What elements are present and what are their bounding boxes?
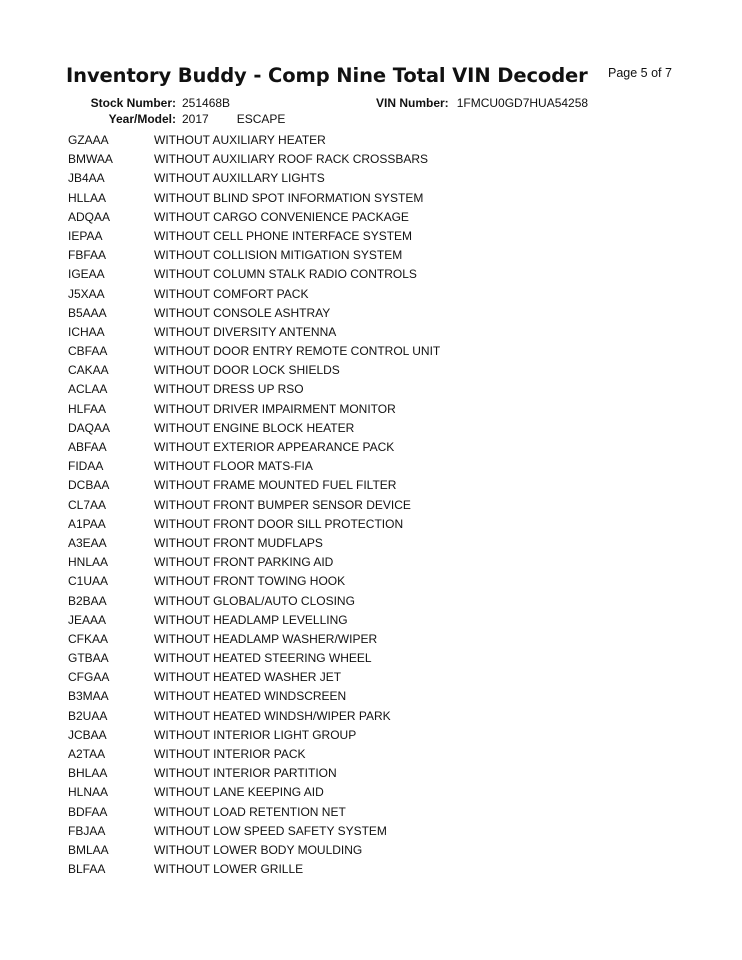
option-description: WITHOUT HEATED STEERING WHEEL [154, 651, 372, 666]
option-code: A2TAA [68, 747, 106, 761]
option-description: WITHOUT HEATED WINDSCREEN [154, 689, 347, 704]
page-number: Page 5 of 7 [608, 66, 672, 80]
option-description: WITHOUT CELL PHONE INTERFACE SYSTEM [154, 228, 413, 243]
option-row [68, 323, 440, 342]
year-model-label: Year/Model: [108, 112, 176, 126]
option-row [68, 822, 440, 841]
option-code: IEPAA [68, 228, 103, 243]
option-code: B2BAA [68, 593, 107, 608]
vin-number-label: VIN Number: [376, 96, 449, 110]
option-row [68, 534, 440, 553]
option-description: WITHOUT INTERIOR PARTITION [154, 766, 337, 781]
option-row [68, 592, 440, 611]
option-row [68, 380, 440, 399]
option-code: CL7AA [68, 497, 107, 512]
option-row [68, 726, 440, 745]
option-description: WITHOUT COLLISION MITIGATION SYSTEM [154, 248, 403, 263]
option-row [68, 553, 440, 572]
option-description: WITHOUT HEADLAMP LEVELLING [154, 612, 348, 627]
option-row [68, 304, 440, 323]
option-description: WITHOUT DOOR ENTRY REMOTE CONTROL UNIT [154, 344, 441, 359]
option-description: WITHOUT AUXILIARY HEATER [154, 133, 326, 147]
option-row [68, 131, 440, 150]
option-code: FBJAA [68, 823, 106, 838]
option-code: HLFAA [68, 401, 107, 416]
option-row [68, 265, 440, 284]
option-code: ADQAA [68, 209, 111, 224]
option-code: BLFAA [68, 862, 106, 877]
option-description: WITHOUT LOW SPEED SAFETY SYSTEM [154, 823, 387, 838]
option-description: WITHOUT HEATED WASHER JET [154, 670, 342, 685]
option-code: ABFAA [68, 440, 107, 454]
option-code: FIDAA [68, 459, 104, 474]
option-row [68, 227, 440, 246]
option-row [68, 687, 440, 706]
option-row [68, 860, 440, 879]
option-description: WITHOUT LOWER BODY MOULDING [154, 842, 363, 857]
option-row [68, 438, 440, 457]
option-code: HNLAA [68, 555, 109, 570]
stock-number-row [90, 96, 230, 110]
option-row [68, 515, 440, 534]
option-row [68, 841, 440, 860]
option-code: CFKAA [68, 631, 109, 646]
option-code: HLNAA [68, 785, 109, 800]
option-code: A1PAA [68, 516, 106, 531]
option-row [68, 783, 440, 802]
option-code: CBFAA [68, 344, 108, 359]
option-description: WITHOUT GLOBAL/AUTO CLOSING [154, 593, 355, 608]
option-code-list [68, 131, 440, 879]
option-code: J5XAA [68, 286, 105, 301]
option-description: WITHOUT CONSOLE ASHTRAY [154, 305, 331, 320]
option-code: B5AAA [68, 305, 107, 320]
option-row [68, 342, 440, 361]
option-description: WITHOUT ENGINE BLOCK HEATER [154, 420, 355, 435]
option-description: WITHOUT EXTERIOR APPEARANCE PACK [154, 440, 395, 454]
option-row [68, 572, 440, 591]
option-code: BHLAA [68, 766, 108, 781]
option-row [68, 707, 440, 726]
option-row [68, 150, 440, 169]
option-code: A3EAA [68, 535, 107, 550]
stock-number-value: 251468B [182, 96, 231, 110]
option-description: WITHOUT BLIND SPOT INFORMATION SYSTEM [154, 190, 424, 205]
option-description: WITHOUT AUXILLARY LIGHTS [154, 171, 325, 186]
option-description: WITHOUT LOWER GRILLE [154, 862, 304, 877]
option-description: WITHOUT FLOOR MATS-FIA [154, 459, 313, 474]
option-row [68, 208, 440, 227]
option-description: WITHOUT FRONT BUMPER SENSOR DEVICE [154, 497, 411, 512]
option-row [68, 246, 440, 265]
option-description: WITHOUT DRIVER IMPAIRMENT MONITOR [154, 401, 396, 416]
option-code: B2UAA [68, 708, 108, 723]
option-row [68, 496, 440, 515]
year-value: 2017 [182, 112, 209, 126]
option-row [68, 803, 440, 822]
option-row [68, 419, 440, 438]
option-description: WITHOUT DRESS UP RSO [154, 382, 304, 397]
option-code: ICHAA [68, 324, 105, 339]
option-code: B3MAA [68, 689, 109, 704]
document-title: Inventory Buddy - Comp Nine Total VIN Decoder [66, 64, 588, 87]
option-code: CFGAA [68, 670, 110, 685]
option-description: WITHOUT FRONT TOWING HOOK [154, 574, 346, 589]
option-code: DAQAA [68, 420, 111, 435]
vin-number-value: 1FMCU0GD7HUA54258 [456, 96, 589, 110]
option-description: WITHOUT HEATED WINDSH/WIPER PARK [154, 708, 391, 723]
option-description: WITHOUT COMFORT PACK [154, 286, 309, 301]
option-description: WITHOUT FRONT PARKING AID [154, 555, 334, 570]
option-description: WITHOUT FRONT MUDFLAPS [154, 535, 323, 550]
option-code: JB4AA [68, 171, 105, 186]
option-row [68, 400, 440, 419]
option-code: JEAAA [68, 612, 107, 627]
option-row [68, 745, 440, 764]
option-code: GZAAA [68, 133, 109, 147]
option-description: WITHOUT HEADLAMP WASHER/WIPER [154, 631, 378, 646]
option-description: WITHOUT COLUMN STALK RADIO CONTROLS [154, 267, 417, 282]
option-row [68, 611, 440, 630]
stock-number-label: Stock Number: [90, 96, 176, 110]
option-code: BMLAA [68, 842, 109, 857]
option-code: BDFAA [68, 804, 108, 819]
option-code: JCBAA [68, 727, 107, 742]
option-description: WITHOUT INTERIOR LIGHT GROUP [154, 727, 357, 742]
option-description: WITHOUT INTERIOR PACK [154, 747, 306, 761]
option-row [68, 285, 440, 304]
option-code: CAKAA [68, 363, 109, 378]
option-code: GTBAA [68, 651, 109, 666]
option-code: C1UAA [68, 574, 109, 589]
model-value: ESCAPE [236, 112, 286, 126]
option-description: WITHOUT FRAME MOUNTED FUEL FILTER [154, 478, 397, 493]
option-code: FBFAA [68, 248, 107, 263]
option-description: WITHOUT LANE KEEPING AID [154, 785, 324, 800]
vin-number-row [376, 96, 588, 110]
year-model-row [90, 112, 285, 126]
option-description: WITHOUT FRONT DOOR SILL PROTECTION [154, 516, 404, 531]
option-description: WITHOUT CARGO CONVENIENCE PACKAGE [154, 209, 409, 224]
option-row [68, 476, 440, 495]
option-code: BMWAA [68, 152, 113, 167]
option-row [68, 649, 440, 668]
option-code: IGEAA [68, 267, 105, 282]
option-row [68, 361, 440, 380]
option-description: WITHOUT LOAD RETENTION NET [154, 804, 346, 819]
option-row [68, 668, 440, 687]
option-row [68, 630, 440, 649]
option-code: DCBAA [68, 478, 110, 493]
option-description: WITHOUT DIVERSITY ANTENNA [154, 324, 337, 339]
option-row [68, 764, 440, 783]
option-code: ACLAA [68, 382, 108, 397]
option-row [68, 189, 440, 208]
option-row [68, 457, 440, 476]
option-description: WITHOUT DOOR LOCK SHIELDS [154, 363, 340, 378]
option-code: HLLAA [68, 190, 107, 205]
option-description: WITHOUT AUXILIARY ROOF RACK CROSSBARS [154, 152, 429, 167]
option-row [68, 169, 440, 188]
